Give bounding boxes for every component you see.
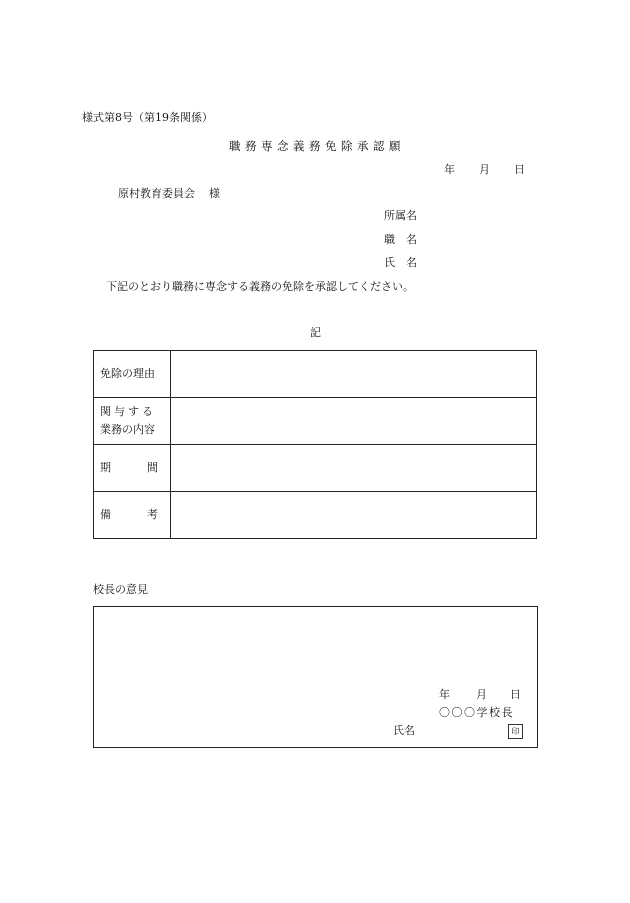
duties-label-line2: 業務の内容 [100, 423, 155, 436]
seal-mark: 印 [508, 724, 523, 739]
reason-value[interactable] [171, 351, 537, 398]
form-number: 様式第8号（第19条関係） [82, 111, 213, 124]
applicant-position-label: 職 名 [384, 233, 417, 246]
remarks-label-cell [94, 492, 171, 539]
addressee-honorific: 様 [209, 187, 220, 200]
duties-value[interactable] [171, 398, 537, 445]
request-text: 下記のとおり職務に専念する義務の免除を承認してください。 [106, 280, 414, 293]
addressee-name: 原村教育委員会 [118, 187, 195, 200]
table-row [94, 492, 537, 539]
period-label-b: 間 [147, 461, 158, 474]
period-label-cell [94, 445, 171, 492]
remarks-value[interactable] [171, 492, 537, 539]
period-label-a: 期 [100, 461, 111, 474]
reason-label: 免除の理由 [100, 367, 155, 380]
exemption-table [93, 350, 537, 539]
table-row [94, 445, 537, 492]
applicant-affiliation-label: 所属名 [384, 209, 417, 222]
table-row [94, 398, 537, 445]
ki-heading: 記 [310, 326, 321, 339]
reason-label-cell [94, 351, 171, 398]
opinion-date-month: 月 [476, 688, 487, 701]
principal-opinion-box[interactable] [93, 606, 538, 748]
opinion-date-year: 年 [439, 688, 450, 701]
principal-opinion-heading: 校長の意見 [93, 583, 148, 596]
remarks-label-a: 備 [100, 508, 111, 521]
opinion-date-day: 日 [510, 688, 521, 701]
date-day: 日 [514, 163, 525, 176]
principal-name-label: 氏名 [393, 724, 415, 737]
duties-label-line1: 関与する [100, 405, 156, 418]
period-value[interactable] [171, 445, 537, 492]
duties-label-cell [94, 398, 171, 445]
applicant-name-label: 氏 名 [384, 256, 417, 269]
school-principal: 〇〇〇学校長 [439, 706, 514, 719]
remarks-label-b: 考 [147, 508, 158, 521]
date-year: 年 [444, 163, 455, 176]
date-month: 月 [479, 163, 490, 176]
page-title: 職務専念義務免除承認願 [229, 139, 405, 153]
table-row [94, 351, 537, 398]
